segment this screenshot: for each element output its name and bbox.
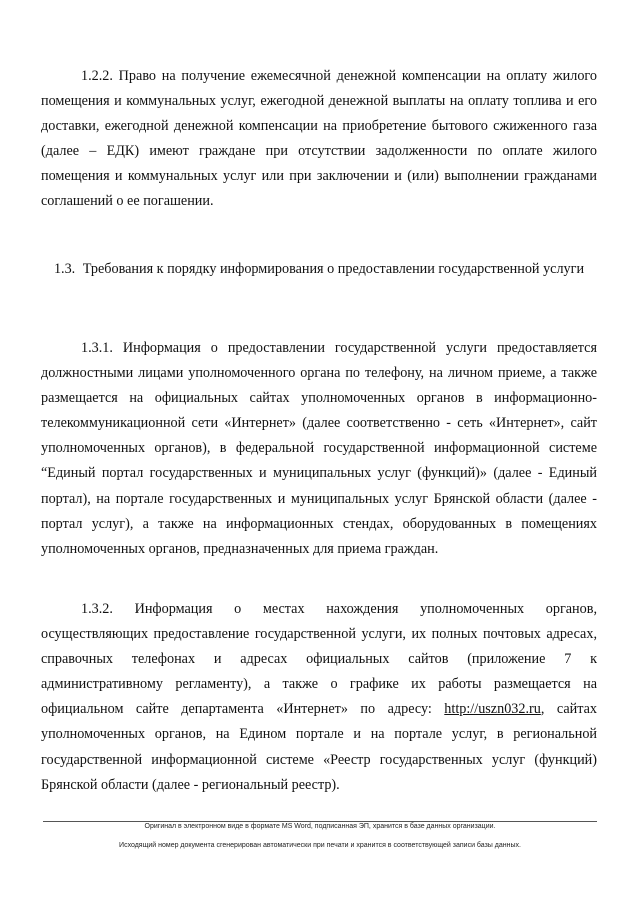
paragraph-1-3-1: 1.3.1. Информация о предоставлении государственной услуги предоставляется должностными лицами уполномоченного органа по телефону, на личном приеме, а также размещается на официальных сайтах уполномоченных органов в информационно-телекоммуникационной сети «Интернет» (далее соответственно - сеть «Интернет», сайт уполномоченных органов), в федеральной государственной информационной системе “Единый портал государственных и муниципальных услуг (функций)» (далее - Единый портал), на портале государственных и муниципальных услуг Брянской области (далее - портал услуг), а также на информационных стендах, оборудованных в помещениях уполномоченных органов, предназначенных для приема граждан. <box>41 340 597 557</box>
department-website-link[interactable]: http://uszn032.ru <box>444 701 541 718</box>
section-heading-1-3 <box>41 255 597 284</box>
footer-note-number: Исходящий номер документа сгенерирован автоматически при печати и хранится в соответствующей записи базы данных. <box>119 842 521 849</box>
section-title: Требования к порядку информирования о предоставлении государственной услуги <box>82 261 585 277</box>
footer-note-original: Оригинал в электронном виде в формате MS Word, подписанная ЭП, хранится в базе данных организации. <box>144 823 496 830</box>
section-number: 1.3. <box>53 261 76 277</box>
paragraph-1-2-2: 1.2.2. Право на получение ежемесячной денежной компенсации на оплату жилого помещения и коммунальных услуг, ежегодной денежной выплаты на оплату топлива и его доставки, ежегодной денежной компенсации на приобретение бытового сжиженного газа (далее – ЕДК) имеют граждане при отсутствии задолженности по оплате жилого помещения и коммунальных услуг или при заключении и (или) выполнении гражданами соглашений о ее погашении. <box>41 68 597 210</box>
paragraph-1-3-2 <box>41 597 597 798</box>
paragraph-text-after-link: , сайтах уполномоченных органов, на Едином портале и на портале услуг, в региональной государственной информационной системе «Реестр государственных услуг (функций) Брянской области (далее - региональный реестр). <box>41 701 598 793</box>
footer-divider <box>43 821 597 822</box>
paragraph-text-before-link: 1.3.2. Информация о местах нахождения уполномоченных органов, осуществляющих предоставление государственной услуги, их полных почтовых адресах, справочных телефонах и адресах официальных сайтов (приложение 7 к административному регламенту), а также о графике их работы размещается на официальном сайте департамента «Интернет» по адресу: <box>41 601 597 718</box>
